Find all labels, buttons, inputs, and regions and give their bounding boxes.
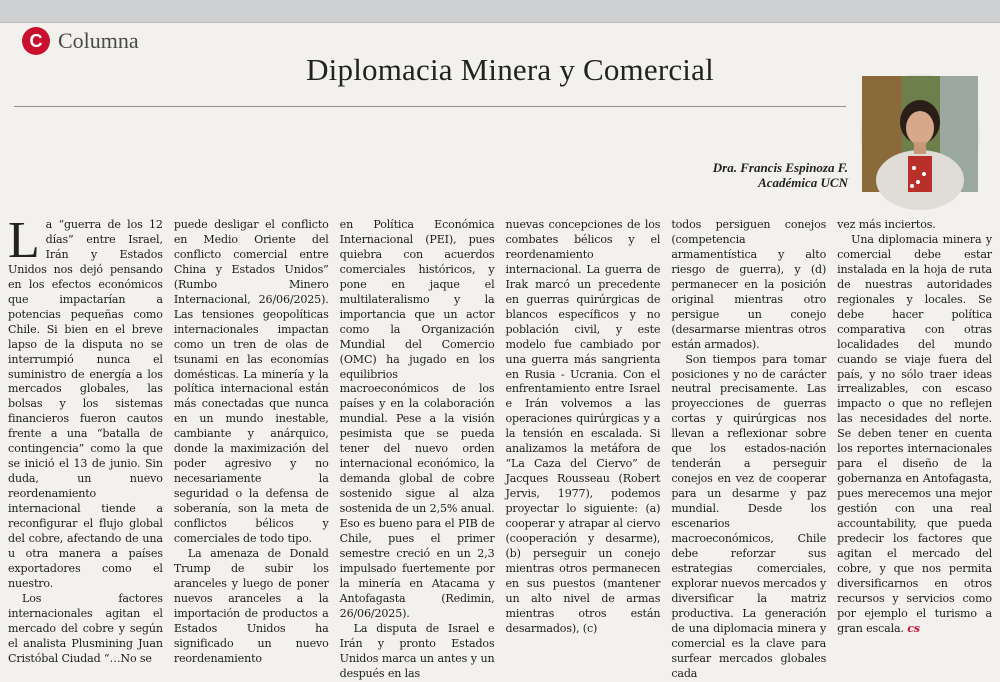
column-6 — [837, 218, 992, 635]
paragraph: Los factores internacionales agitan el mercado del cobre y según el analista Plusmining Juan Cristóbal Ciudad “…No se — [8, 591, 163, 665]
column-1 — [8, 212, 163, 665]
paragraph: todos persiguen conejos (competencia armamentística y alto riesgo de guerra), y (d) permanecer en la posición original mientras otro persigue un conejo (desarmarse mientras otros están armados). — [671, 218, 827, 351]
author-role: Académica UCN — [758, 175, 848, 190]
paragraph: vez más inciertos. — [837, 218, 936, 231]
paragraph-text: a “guerra de los 12 días” entre Israel, Irán y Estados Unidos nos dejó pensando en los efectos económicos que impactarían a potencias pequeñas como Chile. Si bien en el breve lapso de la disputa no se interrumpió nunca el suministro de energía a los mercados globales, las bolsas y los sistemas financieros fueron cautos frente a una “batalla de contingencia” como la que se inició el 13 de junio. Sin duda, un nuevo reordenamiento internacional tiende a reconfigurar el flujo global del cobre, afectando de una u otra manera a países exportadores como el nuestro. — [8, 218, 163, 590]
paragraph-text: Una diplomacia minera y comercial debe estar instalada en la hoja de ruta de nuestras autoridades regionales y locales. Se debe hacer política comparativa con otras localidades del mundo cuando se viaje fuera del país, y no sólo traer ideas irrealizables, con escaso impacto o que no reflejen las necesidades del norte. Se deben tener en cuenta los reportes internacionales para el diseño de la gobernanza en Antofagasta, pues merecemos una mejor gestión con una real accountability, que pueda predecir los factores que agitan el mercado del cobre, y que nos permita diversificarnos en otros recursos y servicios como por ejemplo el turismo a gran escala. — [837, 232, 992, 635]
author-name: Dra. Francis Espinoza F. — [712, 160, 848, 175]
paragraph: en Política Económica Internacional (PEI), pues quiebra con acuerdos comerciales históricos, y pone en jaque el multilateralismo y la importancia que un actor como la Organización Mundial del Comercio (OMC) ha jugado en los equilibrios macroeconómicos de los países y en la colaboración mundial. Pese a la visión pesimista que se pueda tener del nuevo orden internacional económico, la demanda global de cobre sostenido sigue al alza sostenida de un 2,5% anual. Eso es bueno para el PIB de Chile, pues el primer semestre creció en un 2,3 impulsado fuertemente por la minería en Atacama y Antofagasta (Redimin, 26/06/2025). — [339, 218, 495, 620]
author-credit — [588, 160, 848, 190]
paragraph: La disputa de Israel e Irán y pronto Estados Unidos marca un antes y un después en las — [339, 621, 495, 680]
column-4 — [505, 218, 661, 635]
author-photo — [860, 74, 980, 194]
headline: Diplomacia Minera y Comercial — [306, 52, 714, 87]
article-body — [8, 212, 992, 680]
paragraph: Son tiempos para tomar posiciones y no de carácter neutral precisamente. Las proyecciones de guerras cortas y quirúrgicas nos llevan a reflexionar sobre que los estados-nación tenderán a perseguir conejos en vez de cooperar para un desarme y paz mundial. Desde los escenarios macroeconómicos, Chile debe reforzar sus estrategias comerciales, explorar nuevos mercados y diversificar la matriz productiva. La generación de una diplomacia minera y comercial es la clave para surfear mercados globales cada — [671, 352, 827, 680]
paragraph: La amenaza de Donald Trump de subir los aranceles y luego de poner nuevos aranceles a la importación de productos a Estados Unidos ha significado un nuevo reordenamiento — [173, 546, 329, 665]
paragraph: puede desligar el conflicto en Medio Oriente del conflicto comercial entre China y Estados Unidos” (Rumbo Minero Internacional, 26/06/2025). Las tensiones geopolíticas internacionales impactan como un tren de olas de tsunami en las economías domésticas. La minería y la política internacional están más conectadas que nunca en un mundo inestable, cambiante y anárquico, donde la maximización del poder agresivo y no necesariamente la seguridad o la defensa de soberanía, son la meta de conflictos bélicos y comerciales de todo tipo. — [173, 218, 329, 546]
end-mark-icon: cs — [907, 621, 920, 635]
column-c-icon: C — [22, 27, 50, 55]
paragraph — [837, 233, 992, 637]
drop-cap: L — [8, 212, 40, 269]
author-portrait-image — [862, 76, 978, 192]
paragraph — [8, 212, 163, 592]
section-label: Columna — [58, 28, 139, 53]
headline-rule — [14, 106, 846, 107]
paragraph: nuevas concepciones de los combates bélicos y el reordenamiento internacional. La guerra de Irak marcó un precedente en guerras quirúrgicas de blancos específicos y no población civil, y este modelo fue cambiado por una guerra más sangrienta en Rusia - Ucrania. Con el enfrentamiento entre Israel e Irán volvemos a las operaciones quirúrgicas y a la tensión en escalada. Si analizamos la metáfora de “La Caza del Ciervo” de Jacques Rousseau (Robert Jervis, 1977), podemos proyectar lo siguiente: (a) cooperar y atrapar al ciervo (cooperación y desarme), (b) perseguir un conejo mientras otros permanecen en sus puestos (mantener un alto nivel de armas mientras otros están desarmados), (c) — [505, 218, 661, 635]
column-2 — [173, 218, 329, 665]
section-tag — [22, 26, 139, 56]
top-bar — [0, 0, 1000, 23]
column-3 — [339, 218, 495, 680]
column-5 — [671, 218, 827, 680]
